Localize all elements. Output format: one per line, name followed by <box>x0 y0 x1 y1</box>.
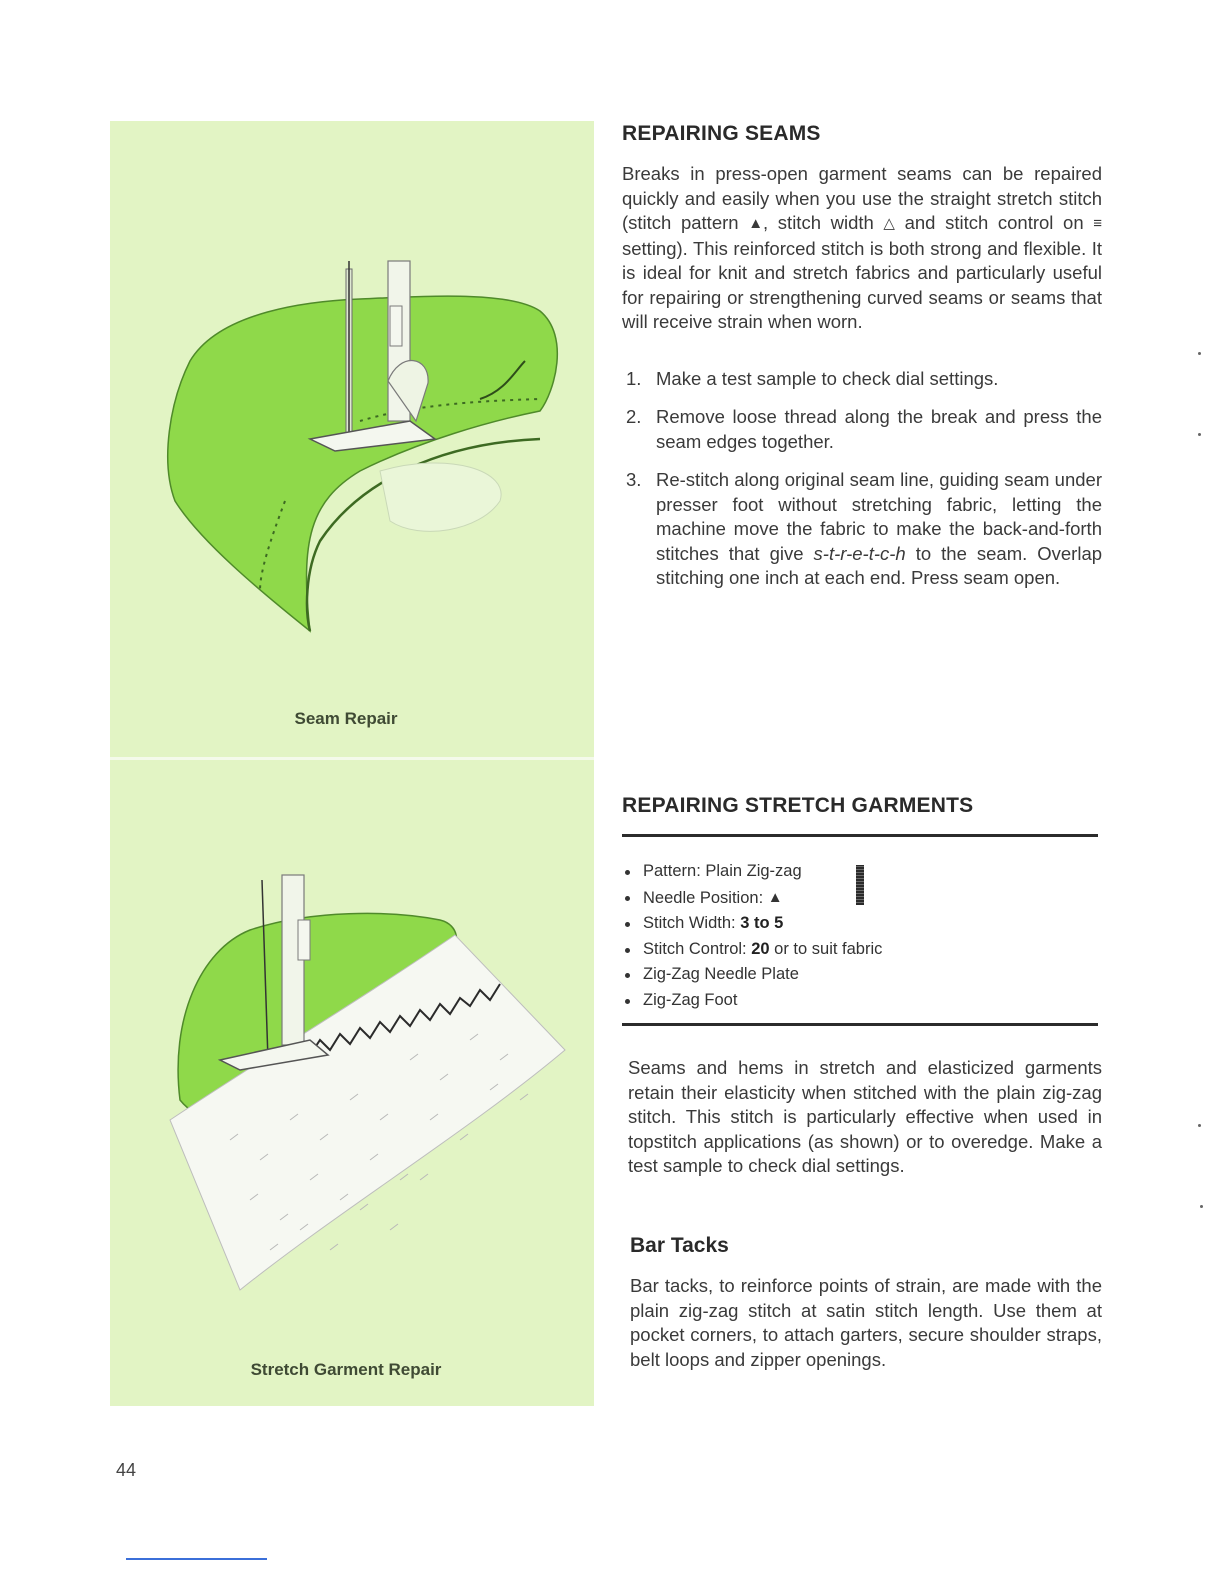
section-heading-bar-tacks: Bar Tacks <box>630 1234 729 1257</box>
thread-guide <box>390 306 402 346</box>
scan-mark <box>1198 352 1201 355</box>
step-emphasis: s-t-r-e-t-c-h <box>813 542 906 564</box>
stretch-garment-illustration <box>110 760 594 1406</box>
step-text: Make a test sample to check dial settings. <box>656 367 999 389</box>
straight-stretch-stitch-icon: ▲ <box>748 215 764 232</box>
link-underline <box>126 1558 267 1560</box>
intro-text-2: , stitch width <box>763 212 874 233</box>
rule-top <box>622 834 1098 837</box>
list-item <box>622 859 1102 885</box>
seam-repair-illustration <box>110 121 594 757</box>
rule-bottom <box>622 1023 1098 1026</box>
list-item <box>622 468 1102 591</box>
spec-label: Zig-Zag Foot <box>643 990 738 1009</box>
list-item <box>622 367 1102 392</box>
figure-caption-seam-repair: Seam Repair <box>294 709 398 728</box>
spec-block <box>622 859 1102 1013</box>
seam-repair-figure <box>110 121 594 757</box>
step-text: Re-stitch along original seam line, guiding seam under presser foot without stretching fabric, letting the machine move the fabric to make the back-and-forth stitches that give <box>656 469 1102 564</box>
bar-tacks-section <box>630 1234 1102 1372</box>
step-number: 1. <box>626 367 642 389</box>
spec-label: Pattern: Plain Zig-zag <box>643 862 802 880</box>
intro-text-4: setting). This reinforced stitch is both strong and flexible. It is ideal for knit and stretch fabrics and particularly useful for repairing or strengthening curved seams or seams that will receive strain when worn. <box>622 237 1102 332</box>
repairing-seams-section <box>622 122 1102 605</box>
step-number: 3. <box>626 469 642 490</box>
stretch-setting-icon: ≡ <box>1093 215 1102 232</box>
spec-value: 20 <box>751 939 770 958</box>
list-item <box>622 988 1102 1014</box>
section-heading-repairing-seams: REPAIRING SEAMS <box>622 122 821 145</box>
list-item <box>622 962 1102 988</box>
steps-list <box>622 367 1102 591</box>
spec-list <box>622 859 1102 1013</box>
spec-suffix: or to suit fabric <box>774 939 883 958</box>
repairing-stretch-section <box>622 794 1102 1179</box>
stretch-garment-figure <box>110 760 594 1406</box>
page-number: 44 <box>116 1460 137 1480</box>
thread-guide <box>298 920 310 960</box>
step-number: 2. <box>626 406 642 427</box>
stretch-body: Seams and hems in stretch and elasticized garments retain their elasticity when stitched with the plain zig-zag stitch. This stitch is particularly effective when used in topstitch applications (as shown) or to overedge. Make a test sample to check dial settings. <box>628 1057 1102 1176</box>
repairing-seams-intro <box>622 162 1102 335</box>
figure-caption-stretch-garment: Stretch Garment Repair <box>250 1360 442 1379</box>
scan-mark <box>1200 1205 1203 1208</box>
list-item <box>622 405 1102 454</box>
triangle-position-icon: ▲ <box>767 888 783 906</box>
triangle-position-icon: △ <box>883 215 895 232</box>
step-text: Remove loose thread along the break and press the seam edges together. <box>656 406 1102 452</box>
spec-label: Stitch Control: <box>643 939 747 958</box>
scan-mark <box>1198 433 1201 436</box>
spec-label: Zig-Zag Needle Plate <box>643 965 799 983</box>
bar-tacks-body: Bar tacks, to reinforce points of strain, are made with the plain zig-zag stitch at satin stitch length. Use them at pocket corners, to attach garters, secure shoulder straps, belt loops and zipper openings. <box>630 1275 1102 1370</box>
spec-value: 3 to 5 <box>740 914 784 932</box>
intro-text-1: Breaks in press-open garment seams can be repaired quickly and easily when you use the straight stretch stitch (stitch pattern <box>622 163 1102 233</box>
spec-label: Stitch Width: <box>643 914 736 932</box>
section-heading-repairing-stretch: REPAIRING STRETCH GARMENTS <box>622 794 974 817</box>
step-text: to the seam. Overlap stitching one inch at each end. Press seam open. <box>656 542 1103 588</box>
list-item <box>622 937 1102 963</box>
machine-bed-shadow <box>380 463 501 531</box>
intro-text-3: and stitch control on <box>904 212 1084 233</box>
scan-mark <box>1198 1124 1201 1127</box>
spec-label: Needle Position: <box>643 888 764 907</box>
list-item <box>622 911 1102 937</box>
list-item <box>622 885 1102 912</box>
fabric-shape <box>168 296 558 631</box>
